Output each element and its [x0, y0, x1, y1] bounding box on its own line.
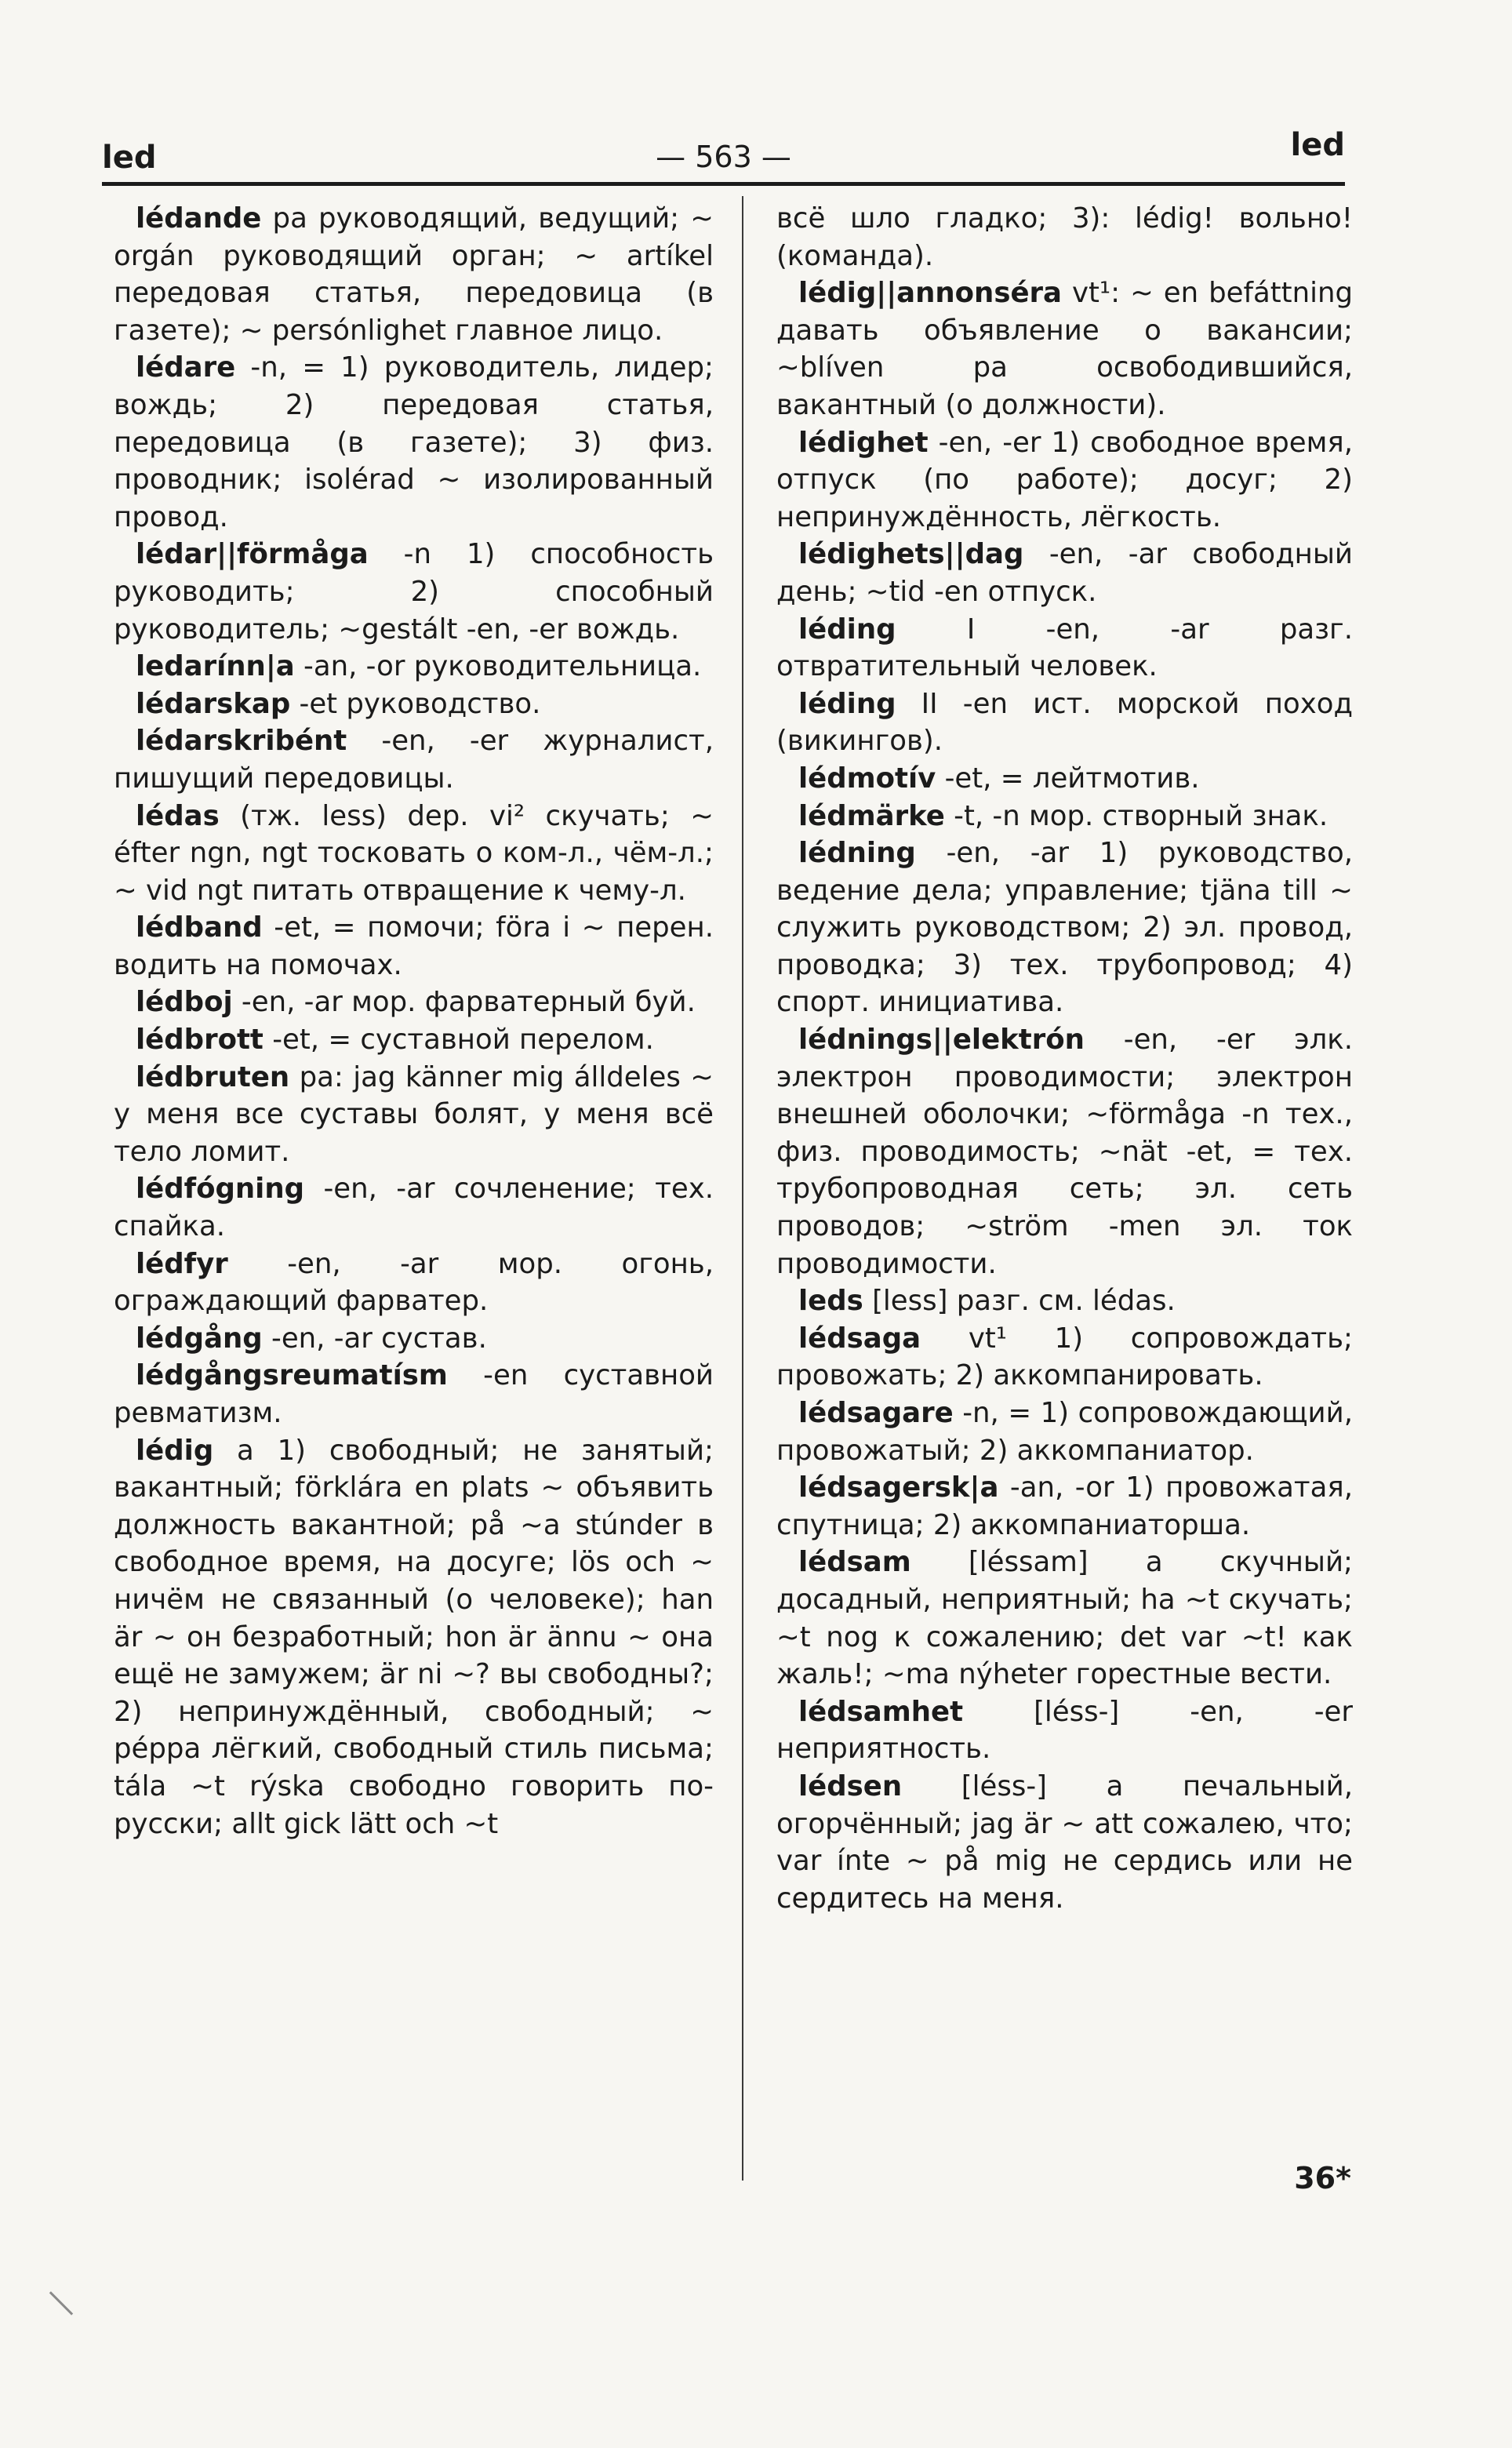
entry-definition: -et, = лейтмотив.: [936, 762, 1200, 795]
entry-definition: -en, -ar 1) руководство, ведение дела; управление; tjäna till ~ служить руководством; 2) эл. провод, проводка; 3) тех. трубопровод; 4) спорт. инициатива.: [776, 837, 1353, 1019]
entry-headword: leds: [798, 1285, 863, 1318]
dictionary-entry: [776, 424, 1353, 537]
entry-headword: lédmotív: [798, 762, 936, 795]
dictionary-entry: [114, 1170, 714, 1245]
dictionary-entry: [776, 1320, 1353, 1395]
entry-headword: lédig: [136, 1434, 214, 1467]
dictionary-entry: [114, 984, 714, 1021]
entry-headword: lédgång: [136, 1322, 263, 1355]
dictionary-entry: [776, 760, 1353, 798]
guide-word-right: led: [1290, 127, 1345, 163]
dictionary-entry: [776, 611, 1353, 686]
right-column: [776, 200, 1353, 1917]
dictionary-entry: [776, 1544, 1353, 1693]
dictionary-entry: [114, 1246, 714, 1320]
entry-headword: lédmärke: [798, 799, 945, 832]
dictionary-entry: [776, 1768, 1353, 1917]
dictionary-entry: [114, 909, 714, 984]
entry-headword: ledarínn|a: [136, 650, 295, 683]
dictionary-entry: [114, 1059, 714, 1171]
left-column: [114, 200, 714, 1842]
entry-headword: lédande: [136, 202, 262, 235]
dictionary-entry: [776, 1693, 1353, 1768]
signature-mark: 36*: [1294, 2161, 1351, 2195]
dictionary-entry: [114, 722, 714, 797]
entry-definition: vt¹: ~ en befáttning давать объявление о вакансии; ~blíven pa освободившийся, вакантный (о должности).: [776, 277, 1353, 421]
entry-definition: -n 1) способность руководить; 2) способный руководитель; ~gestált -en, -er вождь.: [114, 538, 714, 646]
entry-definition: II -en ист. морской поход (викингов).: [776, 687, 1353, 758]
dictionary-entry: [776, 686, 1353, 760]
entry-headword: lédighet: [798, 426, 929, 459]
entry-headword: lédsagare: [798, 1397, 954, 1429]
entry-definition: a 1) свободный; не занятый; вакантный; förklára en plats ~ объявить должность вакантной; på ~a stúnder в свободное время, на досуге; lös och ~ ничём не связанный (о человеке); han är ~ он безработный; hon är ännu ~ она ещё не замужем; är ni ~? вы свободны?; 2) непринуждённый, свободный; ~ péppa лёгкий, свободный стиль письма; tála ~t rýska свободно говорить по-русски; allt gick lätt och ~t: [114, 1434, 714, 1840]
entry-headword: lédsagersk|a: [798, 1471, 999, 1504]
dictionary-entry: [776, 1021, 1353, 1282]
entry-definition: -en, -er журналист, пишущий передовицы.: [114, 725, 714, 795]
entry-definition: -en, -er 1) свободное время, отпуск (по работе); досуг; 2) непринуждённость, лёгкость.: [776, 426, 1353, 533]
entry-definition: всё шло гладко; 3): lédig! вольно! (команда).: [776, 202, 1353, 272]
entry-definition: -t, -n мор. створный знак.: [944, 799, 1328, 832]
entry-definition: [less] разг. см. lédas.: [863, 1285, 1176, 1318]
dictionary-entry: [114, 686, 714, 723]
entry-definition: (тж. less) dep. vi² скучать; ~ éfter ngn, ngt тосковать о ком-л., чём-л.; ~ vid ngt питать отвращение к чему-л.: [114, 799, 714, 907]
dictionary-entry: [114, 648, 714, 686]
entry-headword: lédsen: [798, 1770, 903, 1802]
dictionary-entry: [776, 798, 1353, 835]
entry-headword: léding: [798, 687, 896, 720]
entry-definition: -en, -ar мор. фарватерный буй.: [232, 986, 696, 1019]
entry-headword: lédfógning: [136, 1173, 305, 1206]
entry-definition: I -en, -ar разг. отвратительный человек.: [776, 613, 1353, 683]
dictionary-entry: [114, 1320, 714, 1358]
entry-definition: -an, -or руководительница.: [294, 650, 702, 683]
entry-headword: lédbruten: [136, 1060, 290, 1093]
entry-headword: léding: [798, 613, 896, 646]
dictionary-entry: [114, 1357, 714, 1431]
entry-definition: [léssam] a скучный; досадный, неприятный; ha ~t скучать; ~t nog к сожалению; det var ~t! как жаль!; ~ma nýheter горестные вести.: [776, 1546, 1353, 1691]
entry-headword: lédband: [136, 911, 263, 944]
dictionary-entry: [114, 536, 714, 648]
entry-headword: lédig||annonséra: [798, 277, 1063, 310]
entry-definition: -en, -ar мор. огонь, ограждающий фарватер.: [114, 1247, 714, 1318]
dictionary-entry: [776, 1395, 1353, 1469]
entry-definition: -en, -ar сустав.: [262, 1322, 487, 1355]
page-header: [102, 118, 1345, 180]
dictionary-entry: [776, 1469, 1353, 1544]
entry-headword: lédarskap: [136, 687, 291, 720]
entry-definition: -en, -ar свободный день; ~tid -en отпуск.: [776, 538, 1353, 608]
dictionary-entry: [114, 349, 714, 536]
dictionary-entry: [114, 1432, 714, 1843]
dictionary-entry: [776, 275, 1353, 424]
entry-definition: -en, -ar сочленение; тех. спайка.: [114, 1173, 714, 1243]
entry-headword: lédighets||dag: [798, 538, 1024, 571]
entry-headword: lédfyr: [136, 1247, 228, 1280]
guide-word-left: led: [102, 140, 157, 176]
dictionary-entry: [114, 200, 714, 349]
dictionary-entry: [776, 835, 1353, 1021]
entry-definition: -en, -er элк. электрон проводимости; электрон внешней оболочки; ~förmåga -n тех., физ. проводимость; ~nät -et, = тех. трубопроводная сеть; эл. сеть проводов; ~ström -men эл. ток проводимости.: [776, 1024, 1353, 1280]
entry-definition: -et руководство.: [290, 687, 541, 720]
dictionary-entry: [776, 200, 1353, 275]
page-number: — 563 —: [656, 140, 791, 174]
entry-headword: lédbrott: [136, 1024, 264, 1057]
entry-definition: pa: jag känner mig álldeles ~ у меня все суставы болят, у меня всё тело ломит.: [114, 1060, 714, 1168]
entry-headword: lédas: [136, 799, 220, 832]
margin-mark: [49, 2291, 73, 2315]
dictionary-entry: [114, 798, 714, 910]
entry-headword: lédnings||elektrón: [798, 1024, 1085, 1057]
entry-definition: -et, = суставной перелом.: [263, 1024, 654, 1057]
entry-headword: lédsamhet: [798, 1695, 964, 1728]
entry-definition: [léss-] a печальный, огорчённый; jag är ~ att сожалею, что; var ínte ~ på mig не сердись или не сердитесь на меня.: [776, 1770, 1353, 1915]
entry-headword: lédarskribént: [136, 725, 347, 758]
entry-definition: vt¹ 1) сопровождать; провожать; 2) аккомпанировать.: [776, 1322, 1353, 1392]
entry-headword: lédboj: [136, 986, 233, 1019]
entry-headword: lédar||förmåga: [136, 538, 369, 571]
entry-headword: lédsam: [798, 1546, 911, 1579]
entry-definition: -n, = 1) сопровождающий, провожатый; 2) аккомпаниатор.: [776, 1397, 1353, 1467]
entry-definition: -en суставной ревматизм.: [114, 1359, 714, 1429]
header-rule: [102, 182, 1345, 186]
column-divider: [742, 196, 743, 2181]
entry-headword: lédare: [136, 351, 236, 384]
entry-headword: lédgångsreumatísm: [136, 1359, 448, 1392]
dictionary-entry: [114, 1021, 714, 1059]
entry-headword: lédning: [798, 837, 916, 870]
entry-headword: lédsaga: [798, 1322, 921, 1355]
entry-definition: -an, -or 1) провожатая, спутница; 2) аккомпаниаторша.: [776, 1471, 1353, 1541]
entry-definition: pa руководящий, ведущий; ~ orgán руководящий орган; ~ artíkel передовая статья, передовица (в газете); ~ persónlighet главное лицо.: [114, 202, 714, 347]
entry-definition: [léss-] -en, -er неприятность.: [776, 1695, 1353, 1766]
dictionary-entry: [776, 536, 1353, 610]
entry-definition: -n, = 1) руководитель, лидер; вождь; 2) передовая статья, передовица (в газете); 3) физ. проводник; isolérad ~ изолированный провод.: [114, 351, 714, 533]
entry-definition: -et, = помочи; föra i ~ перен. водить на помочах.: [114, 911, 714, 981]
dictionary-entry: [776, 1282, 1353, 1320]
